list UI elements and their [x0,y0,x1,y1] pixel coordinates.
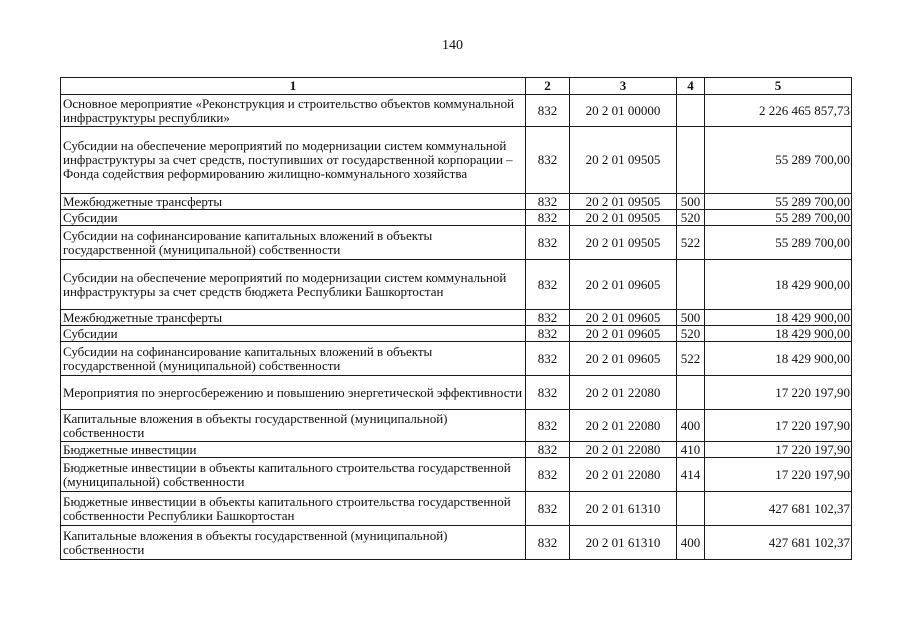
table-row [61,442,852,458]
row-name-cell: Субсидии на софинансирование капитальных вложений в объекты государственной (муниципальной) собственности [61,342,526,376]
row-amount-cell: 55 289 700,00 [705,226,852,260]
row-amount-cell: 55 289 700,00 [705,127,852,194]
row-name-cell: Капитальные вложения в объекты государственной (муниципальной) собственности [61,526,526,560]
row-type-cell: 410 [677,442,705,458]
row-code-cell: 20 2 01 09605 [570,342,677,376]
row-admin-cell: 832 [526,442,570,458]
row-admin-cell: 832 [526,342,570,376]
table-row [61,260,852,310]
row-admin-cell: 832 [526,226,570,260]
row-admin-cell: 832 [526,260,570,310]
row-admin-cell: 832 [526,310,570,326]
row-code-cell: 20 2 01 61310 [570,492,677,526]
column-header-admin: 2 [526,78,570,95]
row-amount-cell: 427 681 102,37 [705,492,852,526]
row-admin-cell: 832 [526,492,570,526]
table-row [61,526,852,560]
row-amount-cell: 18 429 900,00 [705,342,852,376]
table-row [61,342,852,376]
budget-table [60,77,852,560]
row-type-cell [677,492,705,526]
row-code-cell: 20 2 01 09605 [570,260,677,310]
row-admin-cell: 832 [526,210,570,226]
row-name-cell: Межбюджетные трансферты [61,310,526,326]
table-row [61,226,852,260]
row-type-cell: 520 [677,326,705,342]
column-header-name: 1 [61,78,526,95]
row-type-cell [677,127,705,194]
row-admin-cell: 832 [526,526,570,560]
row-amount-cell: 17 220 197,90 [705,458,852,492]
row-amount-cell: 17 220 197,90 [705,410,852,442]
row-type-cell: 500 [677,194,705,210]
row-code-cell: 20 2 01 22080 [570,458,677,492]
row-admin-cell: 832 [526,127,570,194]
row-admin-cell: 832 [526,95,570,127]
row-name-cell: Субсидии [61,326,526,342]
page-number: 140 [442,38,463,53]
table-row [61,210,852,226]
row-name-cell: Субсидии на обеспечение мероприятий по модернизации систем коммунальной инфраструктуры за счет средств, поступивших от государственной корпорации – Фонда содействия реформированию жилищно-коммунального хозяйства [61,127,526,194]
table-row [61,95,852,127]
table-row [61,326,852,342]
row-code-cell: 20 2 01 22080 [570,410,677,442]
row-amount-cell: 427 681 102,37 [705,526,852,560]
table-row [61,492,852,526]
row-code-cell: 20 2 01 22080 [570,376,677,410]
row-code-cell: 20 2 01 09605 [570,310,677,326]
row-amount-cell: 55 289 700,00 [705,210,852,226]
row-type-cell: 500 [677,310,705,326]
table-row [61,127,852,194]
row-code-cell: 20 2 01 22080 [570,442,677,458]
row-amount-cell: 2 226 465 857,73 [705,95,852,127]
row-name-cell: Мероприятия по энергосбережению и повышению энергетической эффективности [61,376,526,410]
row-amount-cell: 18 429 900,00 [705,326,852,342]
table-body [61,95,852,560]
row-type-cell: 400 [677,526,705,560]
row-code-cell: 20 2 01 09505 [570,194,677,210]
row-code-cell: 20 2 01 09505 [570,226,677,260]
row-type-cell [677,95,705,127]
table-row [61,410,852,442]
row-name-cell: Субсидии на обеспечение мероприятий по модернизации систем коммунальной инфраструктуры за счет средств бюджета Республики Башкортостан [61,260,526,310]
table-row [61,458,852,492]
row-admin-cell: 832 [526,410,570,442]
row-name-cell: Субсидии [61,210,526,226]
row-name-cell: Капитальные вложения в объекты государственной (муниципальной) собственности [61,410,526,442]
row-code-cell: 20 2 01 09605 [570,326,677,342]
row-type-cell [677,260,705,310]
row-name-cell: Межбюджетные трансферты [61,194,526,210]
row-name-cell: Бюджетные инвестиции в объекты капитального строительства государственной (муниципальной) собственности [61,458,526,492]
row-code-cell: 20 2 01 09505 [570,127,677,194]
table-row [61,376,852,410]
row-admin-cell: 832 [526,458,570,492]
row-type-cell: 414 [677,458,705,492]
row-amount-cell: 18 429 900,00 [705,310,852,326]
row-admin-cell: 832 [526,194,570,210]
column-header-amount: 5 [705,78,852,95]
row-name-cell: Основное мероприятие «Реконструкция и строительство объектов коммунальной инфраструктуры республики» [61,95,526,127]
row-name-cell: Бюджетные инвестиции в объекты капитального строительства государственной собственности Республики Башкортостан [61,492,526,526]
column-header-type: 4 [677,78,705,95]
row-code-cell: 20 2 01 00000 [570,95,677,127]
row-code-cell: 20 2 01 09505 [570,210,677,226]
table-header-row [61,78,852,95]
row-amount-cell: 18 429 900,00 [705,260,852,310]
row-admin-cell: 832 [526,326,570,342]
row-type-cell: 520 [677,210,705,226]
row-admin-cell: 832 [526,376,570,410]
table-row [61,194,852,210]
row-amount-cell: 55 289 700,00 [705,194,852,210]
row-name-cell: Бюджетные инвестиции [61,442,526,458]
row-type-cell [677,376,705,410]
row-type-cell: 400 [677,410,705,442]
row-type-cell: 522 [677,226,705,260]
column-header-code: 3 [570,78,677,95]
table-row [61,310,852,326]
row-code-cell: 20 2 01 61310 [570,526,677,560]
row-type-cell: 522 [677,342,705,376]
row-amount-cell: 17 220 197,90 [705,442,852,458]
row-amount-cell: 17 220 197,90 [705,376,852,410]
row-name-cell: Субсидии на софинансирование капитальных вложений в объекты государственной (муниципальной) собственности [61,226,526,260]
